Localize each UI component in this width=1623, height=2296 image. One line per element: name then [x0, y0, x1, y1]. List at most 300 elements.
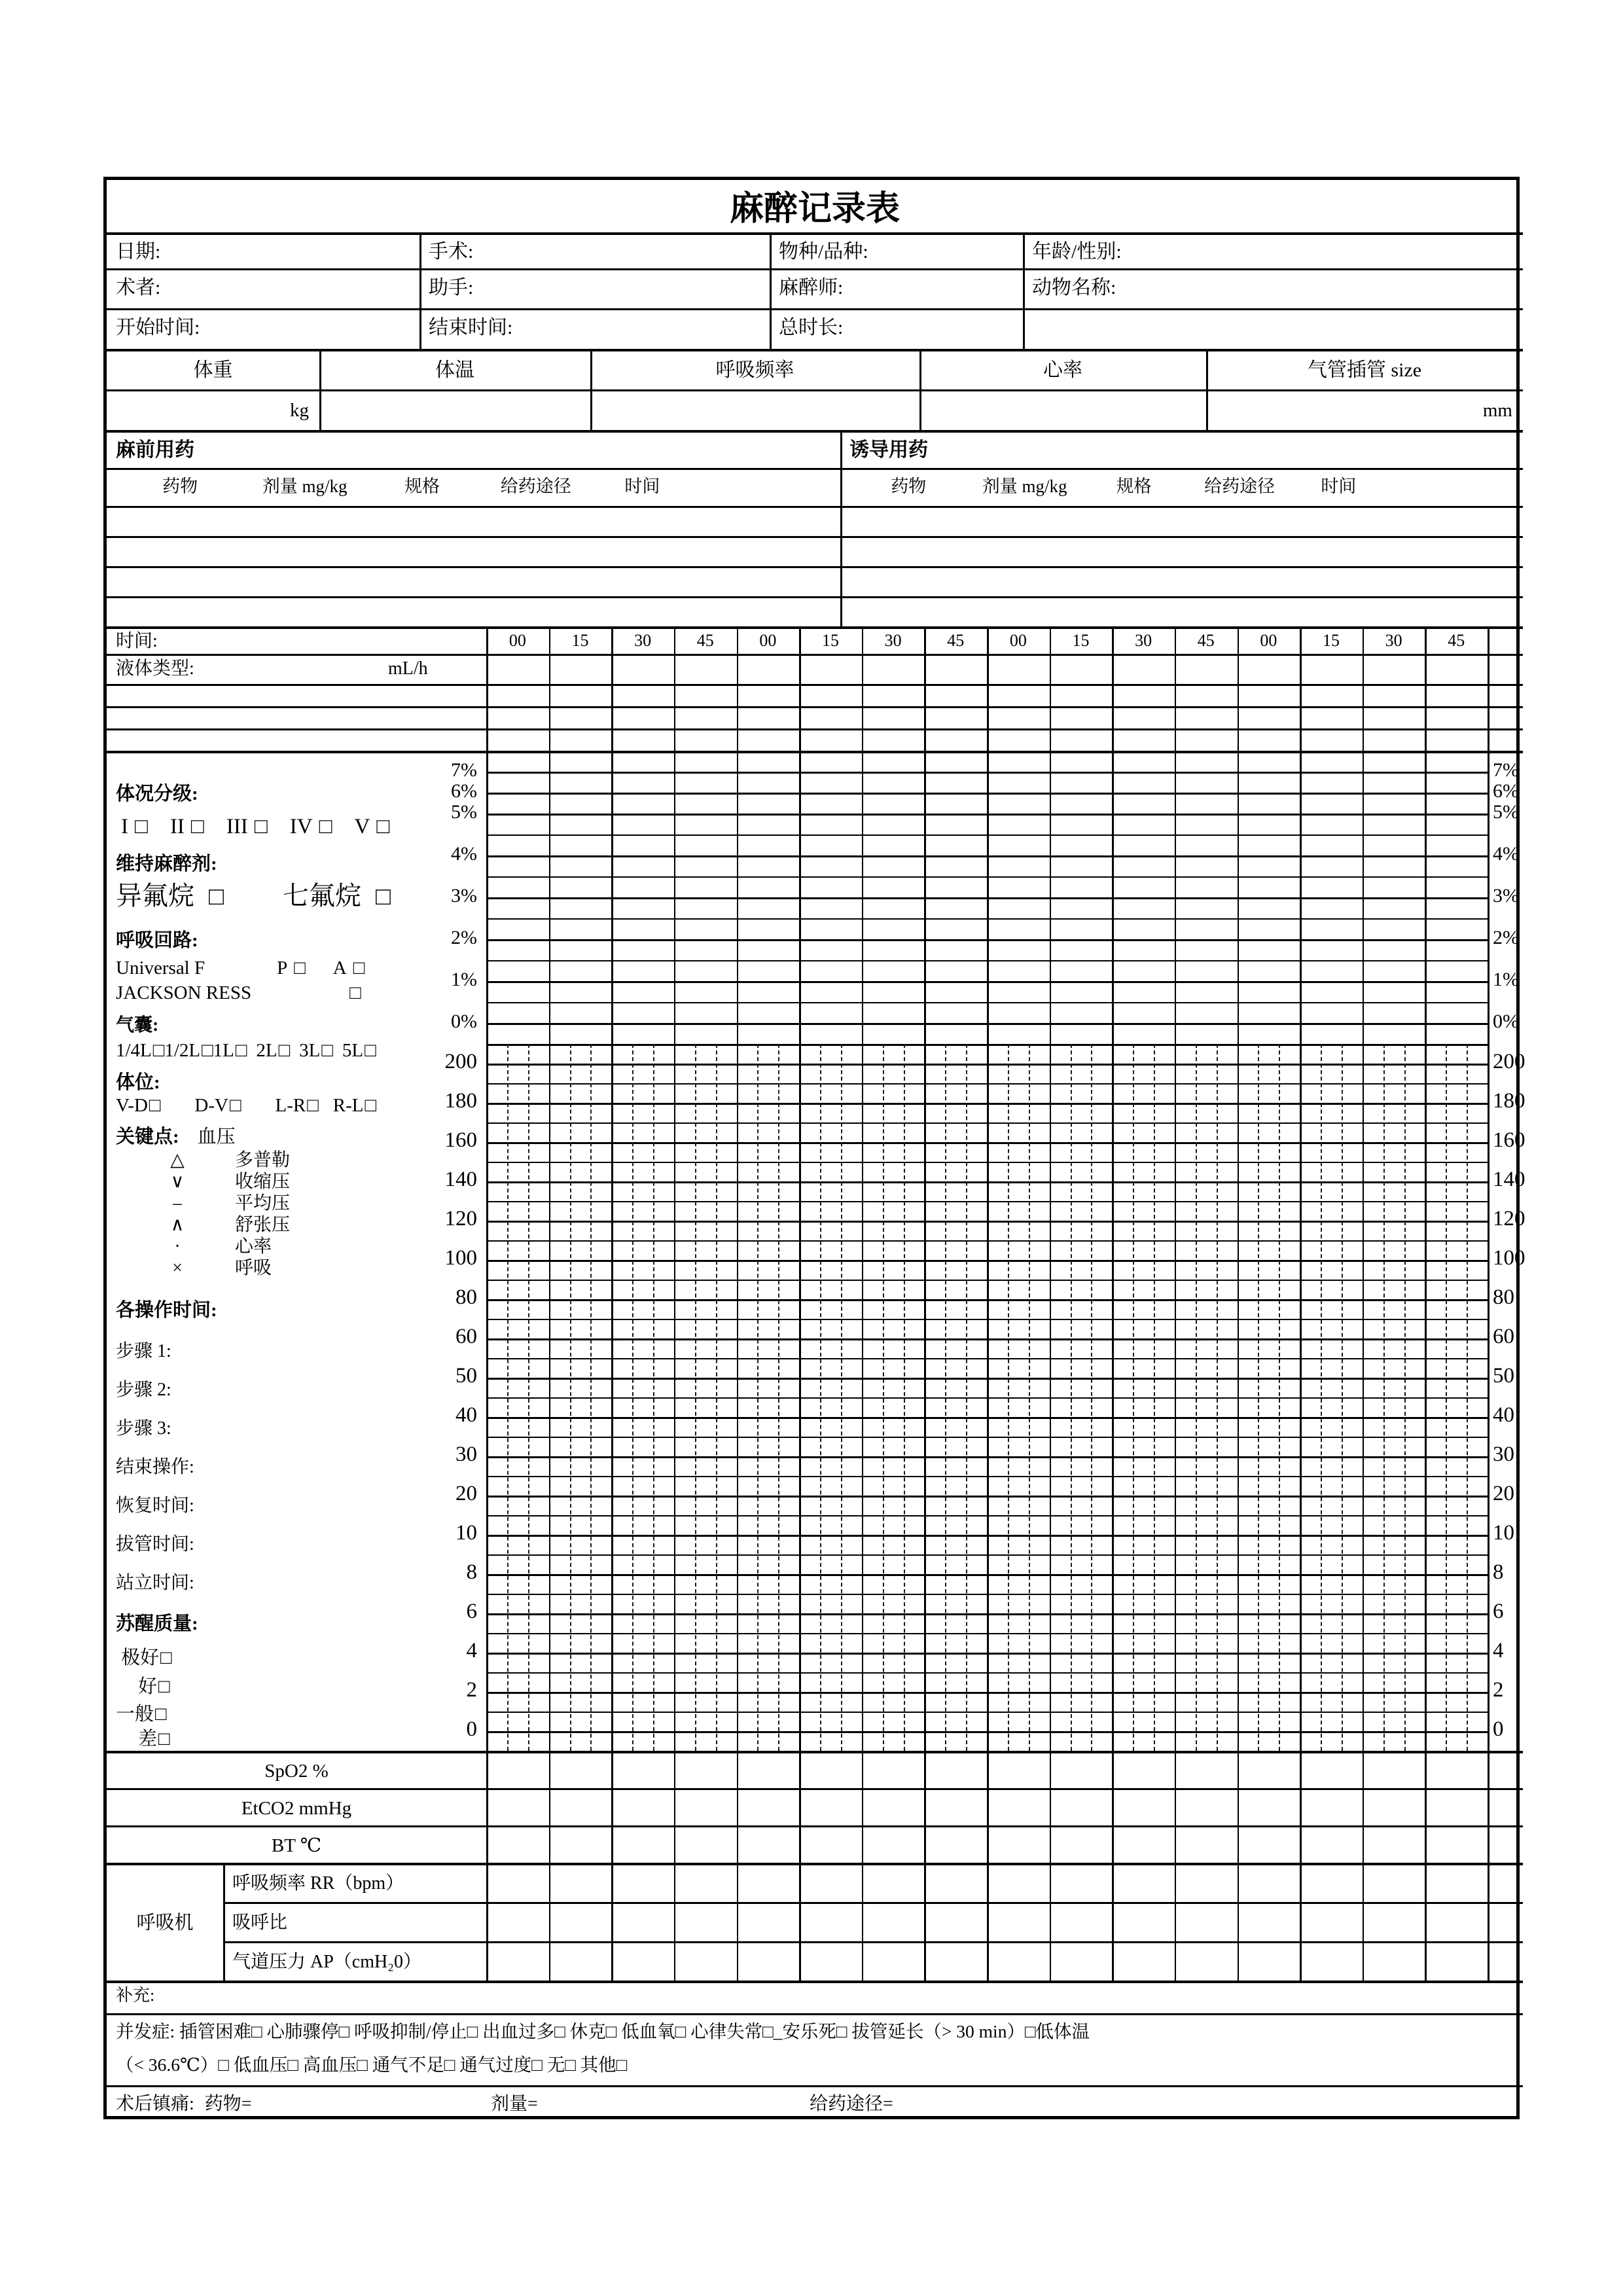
maintenance-anesthetic-label: 维持麻醉剂:: [116, 853, 217, 874]
grid-line: [674, 1751, 676, 1863]
air-bag-options: [116, 1039, 376, 1062]
percent-axis-label-right-6: 1%: [1493, 969, 1519, 990]
numeric-axis-label-right-0: 200: [1493, 1050, 1525, 1073]
time-tick-1: 15: [571, 631, 589, 650]
grid-line: [107, 1825, 1523, 1827]
time-tick-15: 45: [1448, 631, 1465, 650]
info-field-row1-0[interactable]: [107, 232, 419, 268]
numeric-axis-label-left-11: 20: [455, 1482, 477, 1505]
med-col-header-1-2: 规格: [1116, 476, 1152, 496]
grid-line: [862, 626, 864, 751]
position-3: R-L: [332, 1095, 364, 1116]
grid-line: [674, 1863, 676, 1981]
form-title: 麻醉记录表: [729, 190, 900, 228]
induction-med-row-2[interactable]: [842, 566, 1523, 595]
numeric-axis-label-left-16: 2: [466, 1678, 477, 1702]
grid-line: [1112, 626, 1114, 751]
ventilator-grid-row-0[interactable]: [486, 1863, 1523, 1902]
time-tick-12: 00: [1260, 631, 1277, 650]
recovery-0: 极好: [121, 1647, 160, 1668]
time-tick-10: 30: [1135, 631, 1152, 650]
monitor-label-0: SpO2 %: [264, 1761, 329, 1782]
anesthetic-percent-chart-area[interactable]: [486, 751, 1488, 1044]
grid-line: [919, 349, 921, 430]
bag-5: 5L: [342, 1040, 364, 1061]
op-time-item-6: 站立时间:: [116, 1573, 194, 1593]
numeric-axis-label-right-5: 100: [1493, 1246, 1525, 1270]
supplement-field[interactable]: [185, 1981, 1523, 2013]
info-field-row3-0[interactable]: [107, 308, 419, 349]
grid-line: [1175, 1751, 1177, 1863]
grid-line: [1488, 751, 1489, 1751]
op-time-item-3: 结束操作:: [116, 1457, 194, 1477]
grade-0: I: [121, 815, 128, 838]
numeric-axis-label-left-14: 6: [466, 1600, 477, 1623]
vitals-header-2: 呼吸频率: [715, 359, 794, 381]
checkbox-recovery-0[interactable]: □: [160, 1647, 172, 1668]
recovery-quality-label: 苏醒质量:: [116, 1613, 198, 1634]
legend-text-4: 心率: [235, 1236, 272, 1257]
circuit-p: P: [277, 958, 288, 978]
med-col-header-0-2: 规格: [404, 476, 440, 496]
grid-line: [1300, 1863, 1302, 1981]
pre-medication-title: 麻前用药: [116, 439, 194, 461]
numeric-axis-label-left-5: 100: [444, 1246, 477, 1270]
op-time-item-1: 步骤 2:: [116, 1380, 171, 1400]
med-col-header-1-4: 时间: [1321, 476, 1357, 496]
percent-axis-label-right-1: 6%: [1493, 780, 1519, 802]
grid-line: [319, 349, 321, 430]
grid-line: [987, 1751, 989, 1863]
numeric-axis-label-left-10: 30: [455, 1443, 477, 1466]
pre-med-row-0[interactable]: [108, 506, 839, 535]
vitals-header-3: 心率: [1043, 359, 1082, 381]
complications-line-2: （< 36.6℃）□ 低血压□ 高血压□ 通气不足□ 通气过度□ 无□ 其他□: [116, 2054, 628, 2075]
time-tick-14: 30: [1385, 631, 1402, 650]
numeric-axis-label-right-17: 0: [1493, 1717, 1504, 1741]
numeric-axis-label-right-2: 160: [1493, 1128, 1525, 1152]
numeric-axis-label-right-16: 2: [1493, 1678, 1504, 1702]
grid-line: [549, 1751, 551, 1863]
post-op-dose: 剂量=: [491, 2094, 538, 2114]
checkbox-position-0[interactable]: □: [149, 1095, 161, 1116]
bag-0: 1/4L: [116, 1040, 152, 1061]
recovery-option-1: [138, 1675, 170, 1698]
numeric-axis-label-left-9: 40: [455, 1403, 477, 1427]
post-op-route-field[interactable]: [925, 2085, 1252, 2121]
recovery-3: 差: [138, 1729, 158, 1749]
legend-symbol-0: △: [170, 1150, 185, 1170]
bag-2: 1L: [213, 1040, 234, 1061]
complications-line-1: 并发症: 插管困难□ 心肺骤停□ 呼吸抑制/停止□ 出血过多□ 休克□ 低血氧□ 心律失常□_安乐死□ 拔管延长（> 30 min）□低体温: [116, 2021, 1090, 2041]
time-tick-5: 15: [821, 631, 839, 650]
air-bag-label: 气囊:: [116, 1015, 159, 1035]
percent-axis-label-right-5: 2%: [1493, 927, 1519, 948]
grid-line: [799, 1751, 801, 1863]
time-row-label: 时间:: [116, 631, 158, 651]
grid-line: [799, 1863, 801, 1981]
grid-line: [107, 430, 1523, 433]
vitals-header-0: 体重: [193, 359, 233, 381]
grade-4: V: [354, 815, 370, 838]
grid-line: [924, 626, 926, 751]
checkbox-grade-3[interactable]: □: [319, 815, 332, 838]
supplement-label: 补充:: [116, 1986, 155, 2005]
post-op-label: 术后镇痛:: [116, 2094, 194, 2114]
numeric-axis-label-left-4: 120: [444, 1207, 477, 1230]
grid-line: [107, 468, 1523, 470]
grid-line: [549, 626, 551, 751]
grid-line: [107, 626, 1523, 629]
agent-1: 七氟烷: [282, 881, 361, 910]
checkbox-circuit-p[interactable]: □: [294, 958, 306, 978]
ventilator-grid-row-1[interactable]: [486, 1902, 1523, 1941]
numeric-axis-label-left-2: 160: [444, 1128, 477, 1152]
grid-line: [770, 232, 772, 349]
checkbox-position-3[interactable]: □: [365, 1095, 376, 1116]
numeric-axis-label-left-13: 8: [466, 1560, 477, 1584]
grid-line: [737, 626, 739, 751]
grid-line: [1363, 1751, 1364, 1863]
checkbox-position-1[interactable]: □: [229, 1095, 241, 1116]
vitals-value-field-3[interactable]: [919, 389, 1206, 430]
legend-symbol-4: ·: [174, 1236, 181, 1257]
grid-line: [1023, 232, 1025, 349]
percent-axis-label-left-4: 3%: [451, 885, 477, 906]
grid-line: [924, 1751, 926, 1863]
grid-line: [1363, 1863, 1364, 1981]
bag-1: 1/2L: [164, 1040, 201, 1061]
time-tick-0: 00: [508, 631, 526, 650]
time-tick-8: 00: [1009, 631, 1027, 650]
monitor-grid-row-1[interactable]: [486, 1788, 1523, 1825]
grid-line: [1488, 626, 1489, 751]
induction-med-row-1[interactable]: [842, 536, 1523, 565]
grade-3: IV: [289, 815, 313, 838]
operation-times-label: 各操作时间:: [116, 1300, 217, 1321]
grid-line: [1300, 626, 1302, 751]
time-tick-2: 30: [634, 631, 652, 650]
tube-unit: mm: [1482, 400, 1512, 421]
info-label-row3-1: 结束时间:: [429, 317, 513, 338]
legend-symbol-5: ×: [172, 1258, 183, 1278]
numeric-axis-label-right-10: 30: [1493, 1443, 1514, 1466]
percent-axis-label-left-3: 4%: [451, 843, 477, 865]
circuit-universal-f: Universal F: [116, 958, 205, 978]
recovery-option-3: [138, 1727, 170, 1751]
info-label-row1-1: 手术:: [429, 241, 474, 262]
numeric-axis-label-left-1: 180: [444, 1089, 477, 1113]
grid-line: [107, 1788, 1523, 1790]
info-field-row1-3[interactable]: [1023, 232, 1523, 268]
percent-axis-label-left-5: 2%: [451, 927, 477, 948]
time-tick-13: 15: [1322, 631, 1340, 650]
grid-line: [1050, 1863, 1052, 1981]
grid-line: [862, 1751, 864, 1863]
grid-line: [486, 1863, 488, 1981]
checkbox-bag-0[interactable]: □: [152, 1040, 165, 1061]
pre-med-row-1[interactable]: [108, 536, 839, 565]
vitals-header-4: 气管插管 size: [1307, 359, 1422, 381]
numeric-axis-label-right-6: 80: [1493, 1285, 1514, 1309]
med-col-header-0-0: 药物: [162, 476, 198, 496]
info-field-row3-2[interactable]: [770, 308, 1023, 349]
grid-line: [737, 1863, 739, 1981]
grid-line: [1488, 1863, 1489, 1981]
grid-line: [1238, 626, 1240, 751]
legend-text-2: 平均压: [235, 1193, 291, 1213]
circuit-line-1: [116, 956, 365, 980]
circuit-line-2: [116, 981, 361, 1005]
grid-line: [862, 1863, 864, 1981]
checkbox-bag-1[interactable]: □: [202, 1040, 213, 1061]
grid-line: [987, 626, 989, 751]
keypoints-bp: 血压: [197, 1126, 236, 1147]
op-time-item-5: 拔管时间:: [116, 1534, 194, 1554]
numeric-axis-label-left-15: 4: [466, 1639, 477, 1662]
induction-med-row-0[interactable]: [842, 506, 1523, 535]
info-label-row2-0: 术者:: [116, 277, 161, 298]
time-tick-3: 45: [696, 631, 714, 650]
checkbox-agent-1[interactable]: □: [375, 883, 391, 910]
legend-text-5: 呼吸: [235, 1258, 272, 1278]
grid-line: [1175, 1863, 1177, 1981]
induction-medication-title: 诱导用药: [849, 439, 928, 461]
checkbox-bag-5[interactable]: □: [365, 1040, 376, 1061]
numeric-axis-label-left-7: 60: [455, 1325, 477, 1348]
checkbox-recovery-1[interactable]: □: [158, 1676, 170, 1697]
agent-0: 异氟烷: [116, 881, 194, 910]
body-position-options: [116, 1094, 376, 1117]
legend-symbol-1: ∨: [170, 1172, 185, 1192]
post-op-drug-field[interactable]: [277, 2085, 473, 2121]
maintenance-agent-options: [116, 880, 391, 913]
med-col-header-1-0: 药物: [891, 476, 927, 496]
recovery-option-2: [116, 1702, 167, 1726]
checkbox-bag-2[interactable]: □: [235, 1040, 247, 1061]
grid-line: [611, 626, 613, 751]
ventilator-label: 呼吸机: [136, 1912, 194, 1933]
info-field-row1-2[interactable]: [770, 232, 1023, 268]
numeric-axis-label-left-3: 140: [444, 1168, 477, 1191]
recovery-option-0: [121, 1646, 172, 1670]
checkbox-jackson-ress[interactable]: □: [349, 982, 361, 1003]
condition-grade-options: [121, 814, 389, 840]
fluid-unit: mL/h: [388, 658, 428, 679]
info-label-row2-2: 麻醉师:: [779, 277, 844, 298]
circuit-jackson-ress: JACKSON RESS: [116, 982, 252, 1003]
percent-axis-label-right-7: 0%: [1493, 1011, 1519, 1032]
recovery-2: 一般: [116, 1704, 154, 1725]
monitor-grid-row-0[interactable]: [486, 1751, 1523, 1788]
keypoints-line: [116, 1125, 236, 1149]
grid-line: [1363, 626, 1364, 751]
checkbox-circuit-a[interactable]: □: [353, 958, 365, 978]
info-field-row3-1[interactable]: [419, 308, 770, 349]
info-field-row2-0[interactable]: [107, 268, 419, 308]
legend-symbol-3: ∧: [170, 1215, 185, 1235]
percent-axis-label-right-4: 3%: [1493, 885, 1519, 906]
info-label-row3-0: 开始时间:: [116, 317, 200, 338]
induction-med-row-3[interactable]: [842, 596, 1523, 625]
vitals-value-field-2[interactable]: [590, 389, 919, 430]
vitals-header-1: 体温: [435, 359, 474, 381]
grid-line: [924, 1863, 926, 1981]
vitals-trend-chart-area[interactable]: [486, 1044, 1488, 1751]
monitor-label-1: EtCO2 mmHg: [241, 1798, 352, 1819]
numeric-axis-label-right-11: 20: [1493, 1482, 1514, 1505]
post-op-route: 给药途径=: [810, 2094, 893, 2114]
legend-symbol-2: –: [173, 1193, 182, 1213]
body-position-label: 体位:: [116, 1072, 160, 1093]
position-2: L-R: [275, 1095, 306, 1116]
info-label-row1-2: 物种/品种:: [779, 241, 868, 262]
ventilator-row-label-2: 气道压力 AP（cmH₂0）: [232, 1952, 421, 1972]
op-time-item-4: 恢复时间:: [116, 1496, 194, 1516]
med-col-header-1-1: 剂量 mg/kg: [982, 476, 1067, 496]
ventilator-row-label-0: 呼吸频率 RR（bpm）: [232, 1873, 404, 1893]
grid-line: [1425, 1751, 1427, 1863]
grid-line: [840, 430, 842, 626]
time-tick-9: 15: [1072, 631, 1090, 650]
grid-line: [987, 1863, 989, 1981]
monitor-label-2: BT ℃: [271, 1835, 322, 1856]
circuit-a: A: [332, 958, 347, 978]
grid-line: [590, 349, 592, 430]
numeric-axis-label-left-12: 10: [455, 1521, 477, 1545]
grid-line: [1206, 349, 1208, 430]
checkbox-position-2[interactable]: □: [307, 1095, 319, 1116]
legend-text-0: 多普勒: [235, 1150, 291, 1170]
info-label-row2-1: 助手:: [429, 277, 474, 298]
post-op-line: [116, 2092, 252, 2115]
numeric-axis-label-right-13: 8: [1493, 1560, 1504, 1584]
recovery-1: 好: [138, 1676, 158, 1697]
info-label-row3-2: 总时长:: [779, 317, 844, 338]
percent-axis-label-left-7: 0%: [451, 1011, 477, 1032]
checkbox-grade-1[interactable]: □: [190, 815, 204, 838]
med-col-header-1-3: 给药途径: [1204, 476, 1275, 496]
op-time-item-0: 步骤 1:: [116, 1341, 171, 1361]
grid-line: [611, 1751, 613, 1863]
percent-axis-label-right-0: 7%: [1493, 759, 1519, 781]
time-tick-4: 00: [759, 631, 777, 650]
checkbox-grade-0[interactable]: □: [135, 815, 148, 838]
info-label-row2-3: 动物名称:: [1032, 277, 1116, 298]
grid-line: [486, 1751, 488, 1863]
grid-line: [1238, 1863, 1240, 1981]
grid-line: [1238, 1751, 1240, 1863]
info-field-row2-3[interactable]: [1023, 268, 1523, 308]
numeric-axis-label-right-4: 120: [1493, 1207, 1525, 1230]
grid-line: [737, 1751, 739, 1863]
grid-line: [1112, 1863, 1114, 1981]
numeric-axis-label-right-1: 180: [1493, 1089, 1525, 1113]
position-1: D-V: [194, 1095, 228, 1116]
ventilator-row-label-1: 吸呼比: [232, 1912, 288, 1933]
checkbox-grade-2[interactable]: □: [254, 815, 268, 838]
info-label-row1-3: 年龄/性别:: [1032, 241, 1122, 262]
pre-med-row-2[interactable]: [108, 566, 839, 595]
percent-axis-label-left-1: 6%: [451, 780, 477, 802]
numeric-axis-label-right-7: 60: [1493, 1325, 1514, 1348]
numeric-axis-label-right-8: 50: [1493, 1364, 1514, 1388]
numeric-axis-label-left-0: 200: [444, 1050, 477, 1073]
info-field-row2-2[interactable]: [770, 268, 1023, 308]
percent-axis-label-left-0: 7%: [451, 759, 477, 781]
grid-line: [1112, 1751, 1114, 1863]
grade-2: III: [226, 815, 248, 838]
grid-line: [223, 1941, 1523, 1943]
post-op-dose-field[interactable]: [552, 2085, 787, 2121]
time-tick-7: 45: [947, 631, 965, 650]
time-tick-6: 30: [884, 631, 902, 650]
condition-grade-label: 体况分级:: [116, 783, 198, 804]
grid-line: [1425, 626, 1427, 751]
med-col-header-0-4: 时间: [624, 476, 660, 496]
grade-1: II: [169, 815, 185, 838]
grid-line: [1050, 1751, 1052, 1863]
percent-axis-label-right-3: 4%: [1493, 843, 1519, 865]
numeric-axis-label-right-15: 4: [1493, 1639, 1504, 1662]
checkbox-recovery-2[interactable]: □: [155, 1704, 167, 1725]
legend-text-1: 收缩压: [235, 1172, 291, 1192]
info-field-row2-1[interactable]: [419, 268, 770, 308]
numeric-axis-label-right-3: 140: [1493, 1168, 1525, 1191]
med-col-header-0-1: 剂量 mg/kg: [262, 476, 348, 496]
checkbox-grade-4[interactable]: □: [376, 815, 390, 838]
fluid-type-label: 液体类型:: [116, 658, 194, 679]
grid-line: [486, 626, 488, 751]
med-col-header-0-3: 给药途径: [500, 476, 571, 496]
bag-4: 3L: [299, 1040, 321, 1061]
weight-unit: kg: [290, 400, 309, 421]
checkbox-bag-3[interactable]: □: [278, 1040, 291, 1061]
grid-line: [223, 1902, 1523, 1904]
breathing-circuit-label: 呼吸回路:: [116, 930, 198, 951]
percent-axis-label-right-2: 5%: [1493, 801, 1519, 823]
vitals-value-field-1[interactable]: [319, 389, 590, 430]
info-label-row1-0: 日期:: [116, 241, 161, 262]
grid-line: [674, 626, 676, 751]
numeric-axis-label-left-8: 50: [455, 1364, 477, 1388]
checkbox-bag-4[interactable]: □: [321, 1040, 333, 1061]
numeric-axis-label-right-12: 10: [1493, 1521, 1514, 1545]
numeric-axis-label-left-17: 0: [466, 1717, 477, 1741]
time-tick-11: 45: [1197, 631, 1215, 650]
monitor-grid-row-2[interactable]: [486, 1825, 1523, 1863]
grid-line: [1425, 1863, 1427, 1981]
checkbox-recovery-3[interactable]: □: [158, 1729, 170, 1749]
post-op-drug: 药物=: [204, 2094, 252, 2114]
ventilator-grid-row-2[interactable]: [486, 1941, 1523, 1981]
numeric-axis-label-left-6: 80: [455, 1285, 477, 1309]
position-0: V-D: [116, 1095, 148, 1116]
grid-line: [107, 2013, 1523, 2015]
info-field-row1-1[interactable]: [419, 232, 770, 268]
keypoints-label: 关键点:: [116, 1126, 179, 1147]
grid-line: [549, 1863, 551, 1981]
grid-line: [1175, 626, 1177, 751]
grid-line: [223, 1863, 225, 1981]
grid-line: [1488, 1751, 1489, 1863]
checkbox-agent-0[interactable]: □: [209, 883, 224, 910]
anesthesia-record-form: [103, 177, 1525, 2119]
bag-3: 2L: [256, 1040, 277, 1061]
grid-line: [1050, 626, 1052, 751]
pre-med-row-3[interactable]: [108, 596, 839, 625]
numeric-axis-label-right-14: 6: [1493, 1600, 1504, 1623]
